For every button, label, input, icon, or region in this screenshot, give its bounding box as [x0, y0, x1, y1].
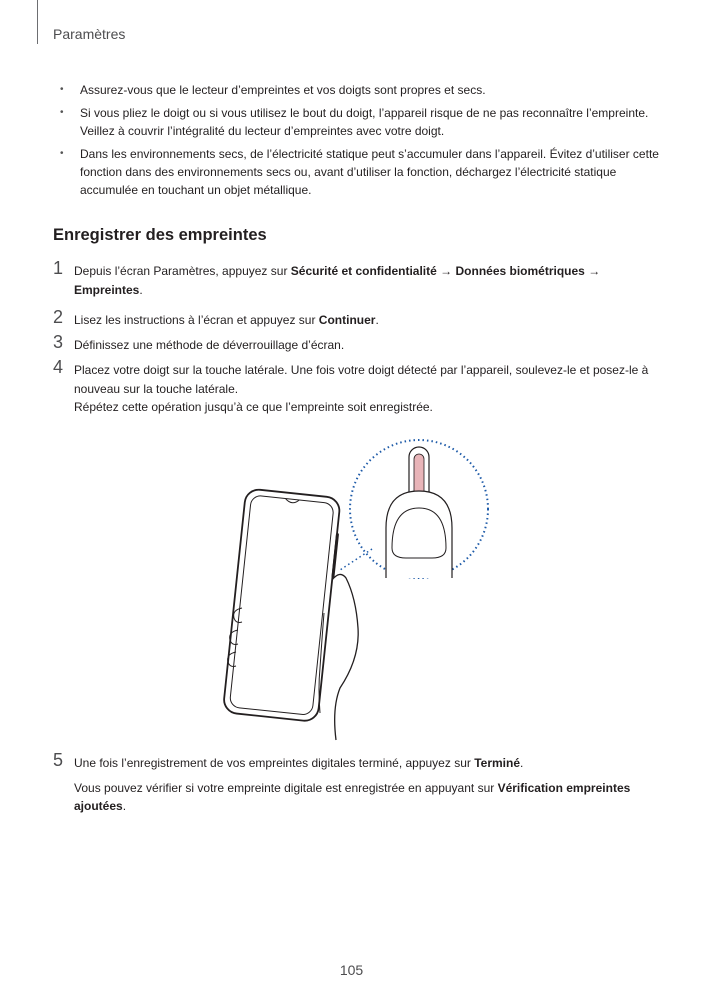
tip-item: • Assurez-vous que le lecteur d’empreintes et vos doigts sont propres et secs.	[60, 81, 660, 99]
step-text: Une fois l’enregistrement de vos empreintes digitales terminé, appuyez sur Terminé.	[74, 756, 524, 770]
fingerprint-side-key-illustration	[220, 438, 500, 743]
header-rule	[37, 0, 38, 44]
verify-fingerprints-label: Vérification empreintes ajoutées	[74, 780, 631, 813]
step-1	[53, 258, 653, 299]
step-3	[53, 332, 653, 355]
tip-item: • Dans les environnements secs, de l’électricité statique peut s’accumuler dans l’appareil. Évitez d’utiliser cette fonction dans des environnements secs ou, avant d’utiliser la fonction, déchargez l’électricité statique accumulée en touchant un objet métallique.	[60, 145, 660, 199]
hand-outline	[332, 574, 358, 740]
page-number: 105	[339, 962, 364, 978]
tip-item: • Si vous pliez le doigt ou si vous utilisez le bout du doigt, l’appareil risque de ne pas reconnaître l’empreinte. Veillez à couvrir l’intégralité du lecteur d’empreintes avec votre doigt.	[60, 104, 660, 140]
step-text: Lisez les instructions à l’écran et appuyez sur Continuer.	[74, 313, 379, 327]
menu-path-security: Sécurité et confidentialité	[290, 264, 437, 278]
step-number: 5	[53, 750, 64, 770]
step-text-repeat: Répétez cette opération jusqu’à ce que l’empreinte soit enregistrée.	[74, 400, 433, 414]
continue-label: Continuer	[318, 313, 376, 327]
step-number: 3	[53, 332, 64, 352]
finger-zoom	[386, 491, 452, 578]
section-title: Enregistrer des empreintes	[53, 226, 267, 244]
step-text: Placez votre doigt sur la touche latérale. Une fois votre doigt détecté par l’appareil, soulevez-le et posez-le à nouveau sur la touche latérale.	[74, 363, 649, 396]
step-number: 2	[53, 307, 64, 327]
step-4	[53, 357, 653, 417]
step-2	[53, 307, 653, 330]
done-label: Terminé	[474, 756, 520, 770]
menu-path-fingerprints: Empreintes	[74, 282, 140, 297]
step-number: 4	[53, 357, 64, 377]
header-section-title: Paramètres	[53, 26, 126, 42]
step-text-verify: Vous pouvez vérifier si votre empreinte digitale est enregistrée en appuyant sur Vérification empreintes ajoutées.	[74, 780, 631, 813]
step-5	[53, 750, 653, 816]
smartphone-icon	[223, 488, 343, 722]
step-number: 1	[53, 258, 64, 278]
tips-list	[60, 81, 660, 204]
menu-path-biometrics: Données biométriques	[455, 264, 585, 278]
step-text: Depuis l’écran Paramètres, appuyez sur Sécurité et confidentialité → Données biométriques → Empreintes.	[74, 264, 601, 297]
step-text: Définissez une méthode de déverrouillage d’écran.	[74, 338, 345, 352]
